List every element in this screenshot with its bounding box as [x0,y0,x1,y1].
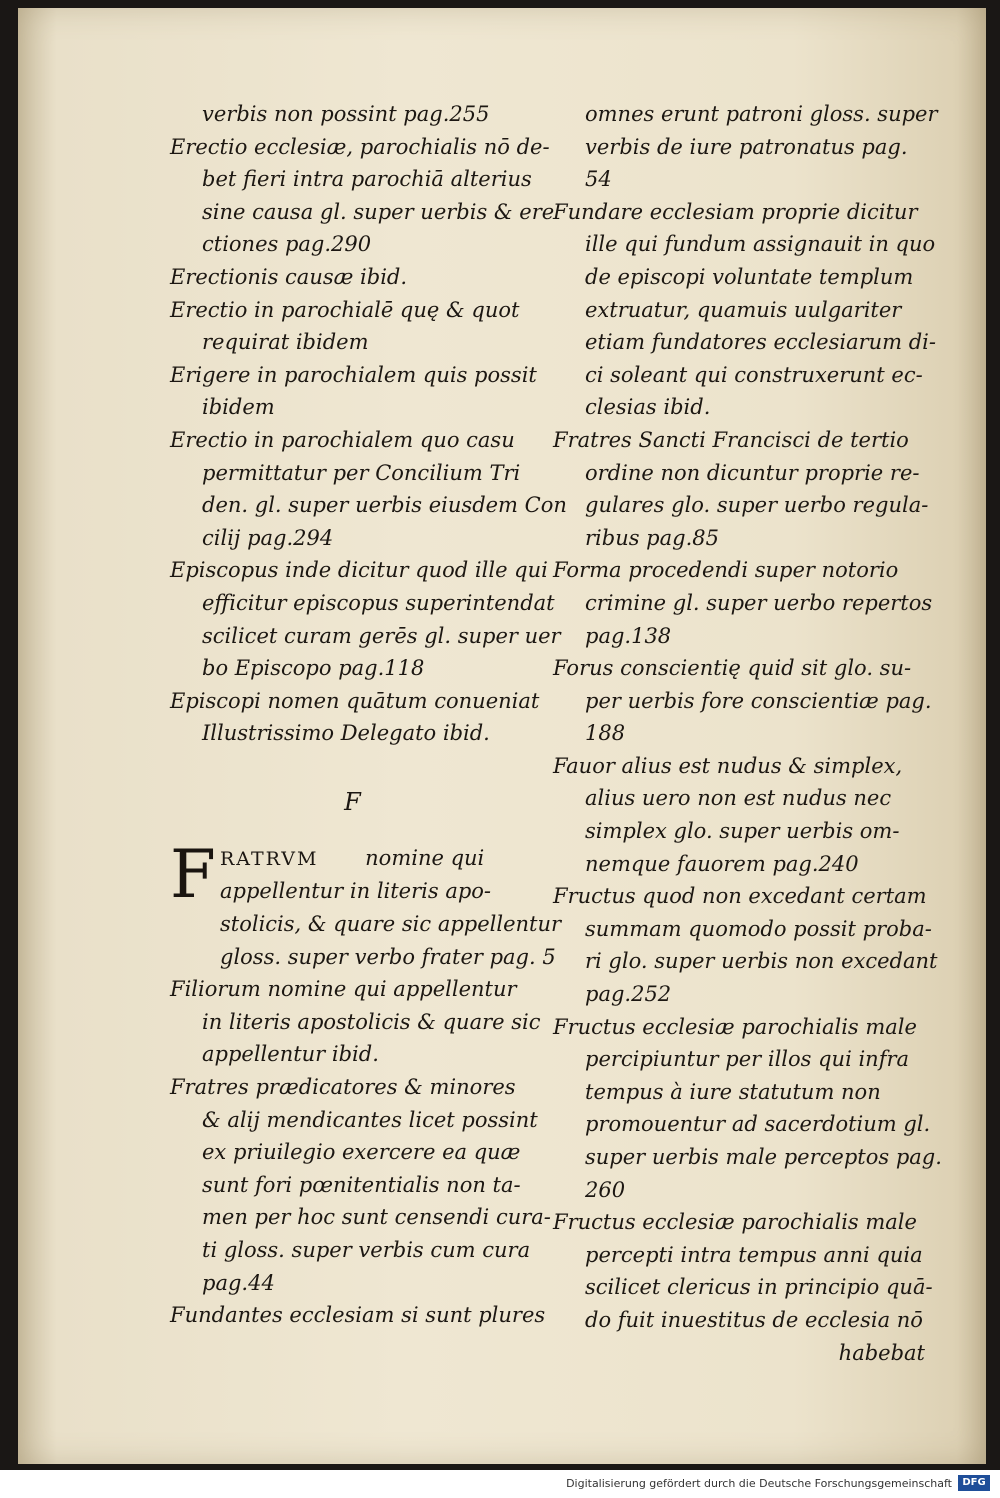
entry-line: pag.44 [202,1270,275,1295]
entry-line: Illustrissimo Delegato ibid. [202,721,490,746]
entry-line: simplex glo. super uerbis om- [585,819,900,844]
entry-line: etiam fundatores ecclesiarum di- [585,330,936,355]
index-entry [553,652,943,750]
entry-line: alius uero non est nudus nec [585,786,892,811]
entry-line: extruatur, quamuis uulgariter [585,297,902,322]
index-entry [170,359,535,424]
entry-line: Forma procedendi super notorio [553,558,899,583]
dropcap-first-word: RATRVM [220,847,319,870]
entry-line: Forus conscientię quid sit glo. su- [553,656,912,681]
entry-line: bet fieri intra parochiā alterius [202,167,532,192]
entry-line: appellentur ibid. [202,1042,379,1067]
entry-line: ordine non dicuntur proprie re- [585,460,920,485]
entry-line: Fundare ecclesiam proprie dicitur [553,199,918,224]
index-entry [170,424,567,554]
entry-line: den. gl. super uerbis eiusdem Con [202,493,567,518]
index-entry [170,261,535,294]
footer-credit: Digitalisierung gefördert durch die Deutsche Forschungsgemeinschaft [566,1477,952,1490]
entry-line: Filiorum nomine qui appellentur [170,977,517,1002]
entry-line: ex priuilegio exercere ea quæ [202,1140,521,1165]
index-entry [170,98,535,131]
entry-line: do fuit inuestitus de ecclesia nō [585,1307,923,1332]
entry-line: ille qui fundum assignauit in quo [585,232,936,257]
entry-line: 260 [585,1177,626,1202]
index-entry [553,98,943,196]
entry-line: Fructus quod non excedant certam [553,884,927,909]
entry-line: promouentur ad sacerdotium gl. [585,1112,931,1137]
entry-line: gulares glo. super uerbo regula- [585,493,929,518]
entry-line: verbis de iure patronatus pag. [585,134,908,159]
entry-line: cilij pag.294 [202,525,334,550]
entry-line: ri glo. super uerbis non excedant [585,949,938,974]
entry-line: percipiuntur per illos qui infra [585,1047,910,1072]
index-entry [553,424,943,554]
entry-line: Episcopus inde dicitur quod ille qui [170,558,548,583]
index-entry [170,973,541,1071]
entry-line: Erectionis causæ ibid. [170,264,408,289]
entry-line: Erectio in parochialem quo casu [170,427,515,452]
index-entry [553,196,943,424]
entry-line: de episcopi voluntate templum [585,264,914,289]
entry-line: Erigere in parochialem quis possit [170,362,537,387]
index-entry [170,1071,551,1299]
entry-line: Fructus ecclesiæ parochialis male [553,1210,917,1235]
entry-line: permittatur per Concilium Tri [202,460,521,485]
left-entries [170,98,567,750]
right-entries [553,98,943,1337]
entry-line: Fratres prædicatores & minores [170,1075,516,1100]
entry-line: stolicis, & quare sic appellentur [220,912,562,937]
right-column [553,98,943,1369]
index-entry [170,131,555,261]
catchword: habebat [838,1340,925,1365]
entry-line: ci soleant qui construxerunt ec- [585,362,923,387]
index-entry [170,1299,546,1332]
index-entry [553,1011,943,1207]
entry-line: scilicet curam gerēs gl. super uer [202,623,561,648]
dfg-logo: DFG [958,1475,990,1491]
entry-line: summam quomodo possit proba- [585,916,932,941]
entry-line: Episcopi nomen quātum conueniat [170,688,540,713]
entry-line: ibidem [202,395,275,420]
index-entry [170,554,561,684]
entry-line: pag.252 [585,982,672,1007]
entry-line: Fratres Sancti Francisci de tertio [553,427,909,452]
entry-line: clesias ibid. [585,395,711,420]
entry-line: men per hoc sunt censendi cura- [202,1205,551,1230]
entry-line: & alij mendicantes licet possint [202,1107,538,1132]
entry-line: nemque fauorem pag.240 [585,851,859,876]
left-column [170,98,567,1332]
entry-line: 188 [585,721,626,746]
entry-line: Fauor alius est nudus & simplex, [553,753,903,778]
book-page [18,8,986,1464]
entry-line: Erectio ecclesiæ, parochialis nō de- [170,134,550,159]
index-entry [170,875,562,973]
entry-line: Erectio in parochialē quę & quot [170,297,520,322]
entry-line: requirat ibidem [202,330,369,355]
entry-line: ribus pag.85 [585,525,719,550]
entry-line: super uerbis male perceptos pag. [585,1145,942,1169]
section-letter-heading: F [344,787,361,816]
entry-line: 54 [585,167,612,192]
footer-bar [0,1470,1000,1498]
entry-line: in literis apostolicis & quare sic [202,1009,541,1034]
index-entry [170,685,540,750]
entry-line: Fundantes ecclesiam si sunt plures [170,1303,546,1328]
index-entry [553,750,943,880]
index-entry [553,554,943,652]
entry-line: sine causa gl. super uerbis & ere [202,199,555,224]
entry-line: tempus à iure statutum non [585,1079,881,1104]
entry-line: Fructus ecclesiæ parochialis male [553,1014,917,1039]
entry-line: per uerbis fore conscientiæ pag. [585,688,932,713]
entry-line: sunt fori pœnitentialis non ta- [202,1172,521,1197]
entry-line: pag.138 [585,623,672,648]
dropcap-letter: F [170,835,216,913]
entry-line: gloss. super verbo frater pag. 5 [220,944,556,969]
entry-line: ctiones pag.290 [202,232,372,257]
entry-line: crimine gl. super uerbo repertos [585,590,933,615]
entry-line: ti gloss. super verbis cum cura [202,1238,531,1262]
entry-line: verbis non possint pag.255 [202,102,490,126]
index-entry [553,880,943,1010]
dropcap-line-rest: nomine qui [365,845,485,870]
entry-line: percepti intra tempus anni quia [585,1242,923,1267]
entry-line: efficitur episcopus superintendat [202,590,555,615]
left-after-dropcap-entries [170,875,562,1331]
index-entry [553,1206,943,1336]
entry-line: scilicet clericus in principio quā- [585,1275,933,1300]
entry-line: appellentur in literis apo- [220,879,492,904]
entry-line: omnes erunt patroni gloss. super [585,102,938,126]
entry-line: bo Episcopo pag.118 [202,656,425,681]
index-entry [170,294,535,359]
